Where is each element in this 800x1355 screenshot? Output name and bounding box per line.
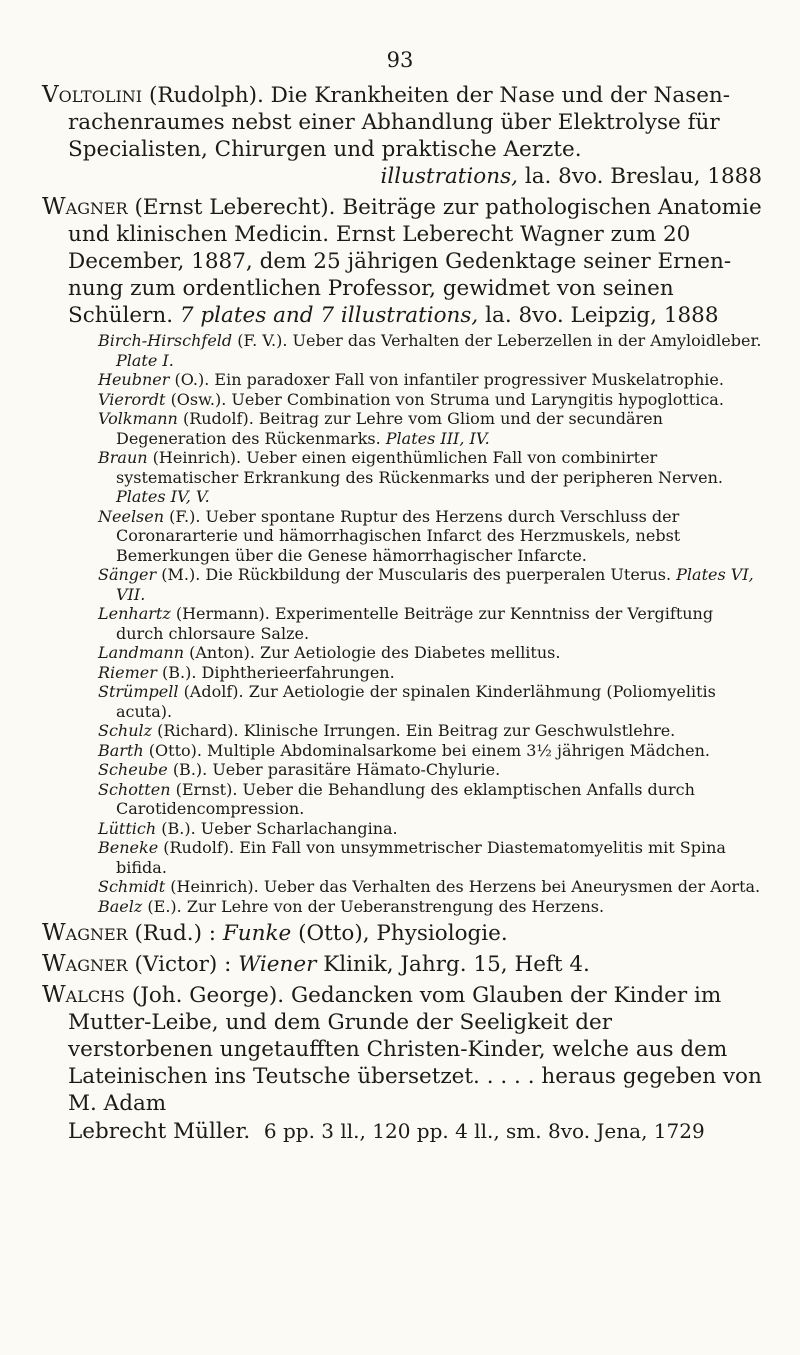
entry-imprint-rest: la. 8vo. Leipzig, 1888 [485, 303, 719, 328]
contents-item: Scheube (B.). Ueber parasitäre Hämato-Chylurie. [98, 760, 501, 779]
entry-walchs [42, 982, 762, 1146]
entry-author-rest: (Victor) : [134, 952, 232, 977]
contents-item: Schulz (Richard). Klinische Irrungen. Ein Beitrag zur Geschwulstlehre. [98, 721, 676, 740]
entry-author: Walchs [42, 982, 125, 1008]
entry-title: Klinik, Jahrg. 15, Heft 4. [323, 952, 590, 977]
contents-item: Schotten (Ernst). Ueber die Behandlung des eklamptischen Anfalls durch Carotidencompression. [98, 779, 695, 818]
entry-title: Gedancken vom Glauben der Kinder im Mutter-Leibe, und dem Grunde der Seeligkeit der verstorbenen ungetaufften Christen-Kinder, welche aus dem Lateinischen ins Teutsche übersetzet. . . . . heraus gegeben von M. Adam [68, 983, 762, 1116]
contents-item: Vierordt (Osw.). Ueber Combination von Struma und Laryngitis hypoglottica. [98, 389, 724, 409]
entry-title-italic: Wiener [238, 952, 317, 977]
entry-title: (Otto), Physiologie. [298, 921, 508, 946]
contents-item: Strümpell (Adolf). Zur Aetiologie der spinalen Kinderlähmung (Poliomyelitis acuta). [98, 682, 716, 721]
contents-list [98, 331, 762, 916]
entry-imprint [42, 163, 762, 190]
entry-imprint-italic: 7 plates and 7 illustrations, [179, 303, 479, 328]
entry-wagner-ernst [42, 194, 762, 916]
entry-author: Wagner [42, 951, 128, 977]
contents-item: Schmidt (Heinrich). Ueber das Verhalten des Herzens bei Aneurysmen der Aorta. [98, 877, 761, 896]
entry-author: Wagner [42, 194, 128, 220]
entry-author-rest: (Ernst Leberecht). [134, 195, 336, 220]
entry-author-rest: (Rud.) : [134, 921, 217, 946]
entry-title: Die Krankheiten der Nase und der Nasenrachenraumes nebst einer Abhandlung über Elektrolyse für Specialisten, Chirurgen und praktische Aerzte. [68, 83, 731, 162]
entry-main [42, 920, 762, 947]
entry-wagner-victor [42, 951, 762, 978]
entry-imprint-italic: illustrations, [380, 164, 518, 189]
entry-main [42, 951, 762, 978]
contents-item: Riemer (B.). Diphtherieerfahrungen. [98, 662, 395, 682]
contents-item: Baelz (E.). Zur Lehre von der Ueberanstrengung des Herzens. [98, 896, 605, 916]
contents-item: Barth (Otto). Multiple Abdominalsarkome bei einem 3½ jährigen Mädchen. [98, 740, 710, 760]
contents-item: Landmann (Anton). Zur Aetiologie des Diabetes mellitus. [98, 643, 561, 662]
bibliography-entries [42, 82, 762, 1150]
contents-item: Sänger (M.). Die Rückbildung der Muscularis des puerperalen Uterus. Plates VI, VII. [98, 565, 754, 604]
entry-imprint-rest: la. 8vo. Breslau, 1888 [524, 164, 762, 189]
contents-item: Volkmann (Rudolf). Beitrag zur Lehre vom Gliom und der secundären Degeneration des Rückenmarks. Plates III, IV. [98, 409, 663, 448]
entry-main [42, 982, 762, 1117]
entry-title-italic: Funke [222, 921, 292, 946]
entry-main [42, 82, 762, 163]
entry-title: Beiträge zur pathologischen Anatomie und klinischen Medicin. Ernst Leberecht Wagner zum 20 December, 1887, dem 25 jährigen Gedenktage seiner Ernennung zum ordentlichen Professor, gewidmet von seinen Schülern. [68, 195, 762, 328]
entry-author-rest: (Rudolph). [148, 83, 264, 108]
contents-item: Heubner (O.). Ein paradoxer Fall von infantiler progressiver Muskelatrophie. [98, 370, 724, 389]
entry-author-rest: (Joh. George). [131, 983, 285, 1008]
contents-item: Beneke (Rudolf). Ein Fall von unsymmetrischer Diastematomyelitis mit Spina bifida. [98, 838, 726, 877]
entry-author: Voltolini [42, 82, 143, 108]
entry-wagner-rud [42, 920, 762, 947]
entry-last-line [68, 1117, 762, 1146]
entry-name-continued: Lebrecht Müller. [68, 1119, 251, 1144]
contents-item: Lüttich (B.). Ueber Scharlachangina. [98, 818, 398, 838]
contents-item: Lenhartz (Hermann). Experimentelle Beiträge zur Kenntniss der Vergiftung durch chlorsaure Salze. [98, 604, 714, 643]
contents-item: Neelsen (F.). Ueber spontane Ruptur des Herzens durch Verschluss der Coronararterie und hämorrhagischen Infarct des Herzmuskels, nebst Bemerkungen über die Genese hämorrhagischer Infarcte. [98, 506, 681, 565]
entry-imprint: 6 pp. 3 ll., 120 pp. 4 ll., sm. 8vo. Jena, 1729 [263, 1119, 705, 1143]
contents-item: Braun (Heinrich). Ueber einen eigenthümlichen Fall von combinirter systematischer Erkrankung des Rückenmarks und der peripheren Nerven. Plates IV, V. [98, 448, 723, 506]
page-number: 93 [386, 48, 414, 72]
contents-item: Birch-Hirschfeld (F. V.). Ueber das Verhalten der Leberzellen in der Amyloidleber. Plate I. [98, 331, 762, 370]
entry-main [42, 194, 762, 329]
entry-author: Wagner [42, 920, 128, 946]
entry-voltolini [42, 82, 762, 190]
